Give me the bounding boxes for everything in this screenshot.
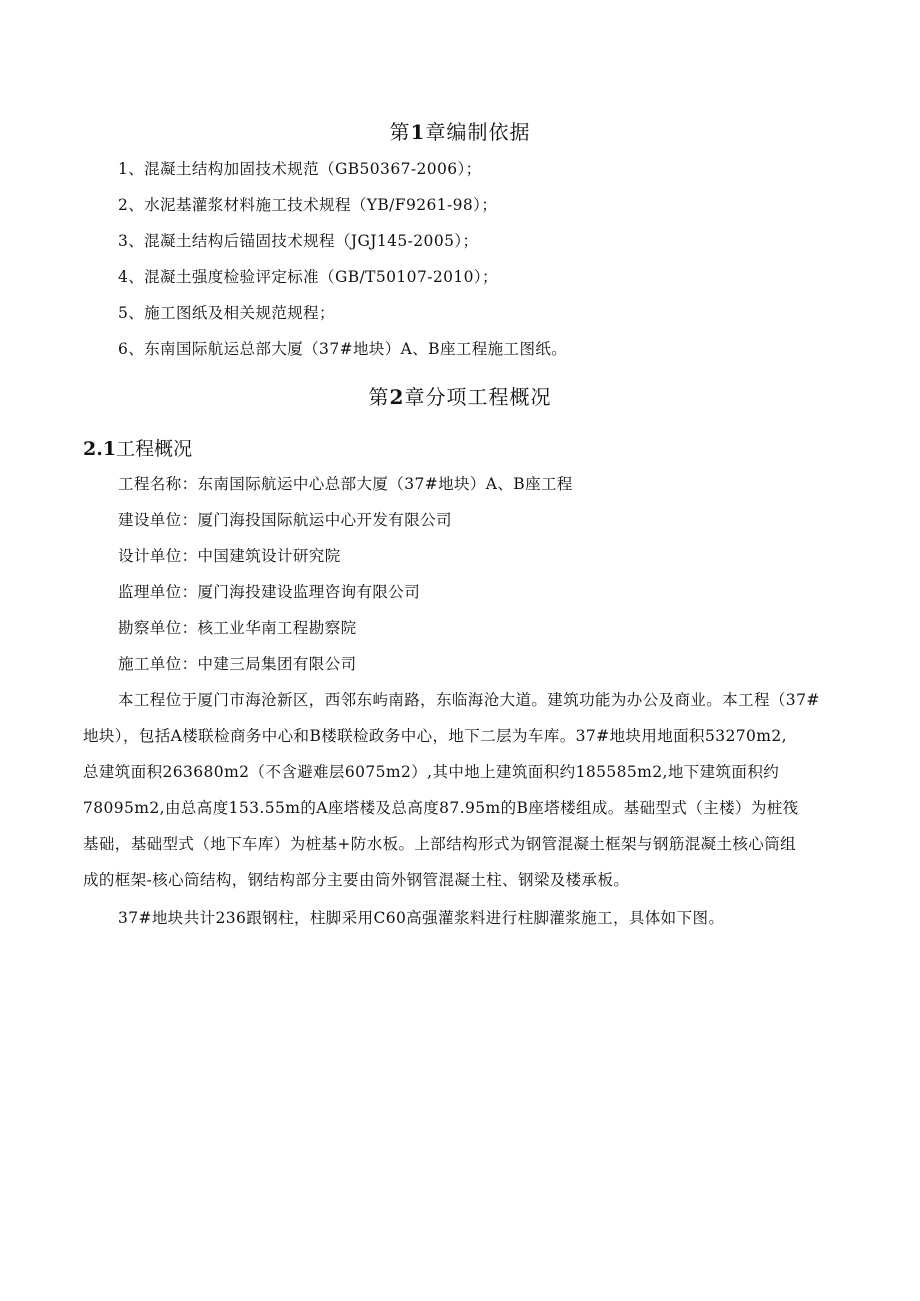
- reference-item: 1、混凝土结构加固技术规范（GB50367-2006）；: [118, 160, 482, 178]
- section-2-1-heading: 2.1工程概况: [83, 438, 193, 460]
- project-info-line: 设计单位：中国建筑设计研究院: [118, 547, 341, 565]
- reference-item: 6、东南国际航运总部大厦（37#地块）A、B座工程施工图纸。: [118, 340, 568, 358]
- chapter-1-title: 第1章编制依据: [389, 120, 531, 144]
- paragraph-line: 总建筑面积263680m2（不含避难层6075m2）,其中地上建筑面积约185585m2,地下建筑面积约: [83, 763, 780, 781]
- reference-item: 4、混凝土强度检验评定标准（GB/T50107-2010）；: [118, 268, 498, 286]
- project-info-line: 勘察单位：核工业华南工程勘察院: [118, 619, 357, 637]
- paragraph-line: 基础，基础型式（地下车库）为桩基+防水板。上部结构形式为钢管混凝土框架与钢筋混凝土核心筒组: [83, 835, 796, 853]
- project-info-line: 施工单位：中建三局集团有限公司: [118, 655, 357, 673]
- paragraph-line: 成的框架-核心筒结构，钢结构部分主要由筒外钢管混凝土柱、钢梁及楼承板。: [83, 871, 630, 889]
- paragraph-line: 本工程位于厦门市海沧新区，西邻东屿南路，东临海沧大道。建筑功能为办公及商业。本工程（37#: [118, 691, 820, 709]
- reference-item: 5、施工图纸及相关规范规程；: [118, 304, 335, 322]
- paragraph-line: 地块），包括A楼联检商务中心和B楼联检政务中心，地下二层为车库。37#地块用地面积53270m2,: [83, 727, 787, 745]
- paragraph-line: 78095m2,由总高度153.55m的A座塔楼及总高度87.95m的B座塔楼组成。基础型式（主楼）为桩筏: [83, 799, 799, 817]
- reference-item: 2、水泥基灌浆材料施工技术规程（YB/F9261-98）；: [118, 196, 498, 214]
- project-info-line: 监理单位：厦门海投建设监理咨询有限公司: [118, 583, 421, 601]
- paragraph-2: 37#地块共计236跟钢柱，柱脚采用C60高强灌浆料进行柱脚灌浆施工，具体如下图。: [118, 909, 725, 927]
- project-info-line: 建设单位：厦门海投国际航运中心开发有限公司: [118, 511, 452, 529]
- project-info-line: 工程名称：东南国际航运中心总部大厦（37#地块）A、B座工程: [118, 475, 573, 493]
- chapter-2-title: 第2章分项工程概况: [368, 385, 552, 409]
- reference-item: 3、混凝土结构后锚固技术规程（JGJ145-2005）；: [118, 232, 479, 250]
